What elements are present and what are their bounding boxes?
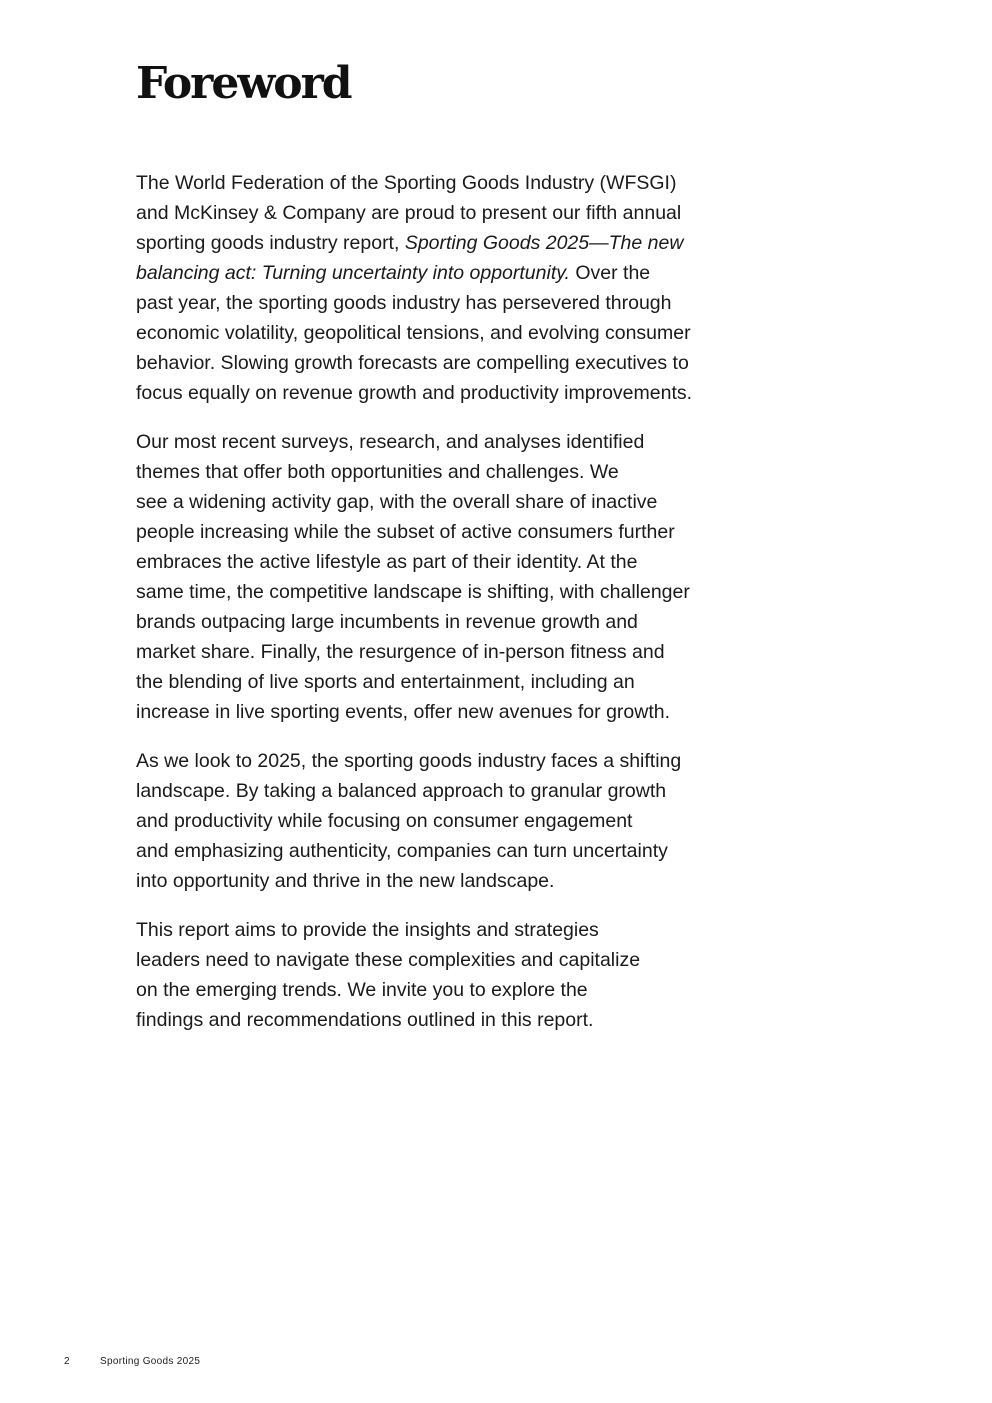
text-segment: Over the [569,262,651,284]
text-line: see a widening activity gap, with the overall share of inactive [136,491,658,513]
paragraph [136,427,776,727]
paragraph [136,915,776,1035]
text-line: market share. Finally, the resurgence of in-person fitness and [136,641,665,663]
page-number: 2 [64,1356,70,1367]
text-line: leaders need to navigate these complexities and capitalize [136,949,641,971]
text-line: into opportunity and thrive in the new landscape. [136,870,555,892]
text-line: and emphasizing authenticity, companies can turn uncertainty [136,840,668,862]
text-line: people increasing while the subset of active consumers further [136,521,675,543]
text-line: economic volatility, geopolitical tensions, and evolving consumer [136,322,691,344]
page-title: Foreword [136,58,351,109]
text-line: and productivity while focusing on consumer engagement [136,810,633,832]
text-line: on the emerging trends. We invite you to explore the [136,979,588,1001]
text-line: findings and recommendations outlined in this report. [136,1009,594,1031]
text-line: brands outpacing large incumbents in revenue growth and [136,611,638,633]
text-line [136,228,776,258]
report-name: Sporting Goods 2025 [100,1356,201,1367]
text-line: focus equally on revenue growth and productivity improvements. [136,382,693,404]
paragraph [136,746,776,896]
text-line: increase in live sporting events, offer new avenues for growth. [136,701,671,723]
report-title-italic: Sporting Goods 2025—The new [404,232,684,254]
text-line: and McKinsey & Company are proud to present our fifth annual [136,202,682,224]
text-line [136,258,776,288]
report-title-italic: balancing act: Turning uncertainty into opportunity. [136,262,570,284]
text-line: the blending of live sports and entertainment, including an [136,671,635,693]
text-line: Our most recent surveys, research, and analyses identified [136,431,645,453]
text-line: same time, the competitive landscape is shifting, with challenger [136,581,690,603]
text-line: The World Federation of the Sporting Goods Industry (WFSGI) [136,172,677,194]
text-line: themes that offer both opportunities and challenges. We [136,461,619,483]
text-line: past year, the sporting goods industry has persevered through [136,292,672,314]
foreword-body [136,168,776,1054]
text-segment: sporting goods industry report, [136,232,405,254]
text-line: This report aims to provide the insights and strategies [136,919,599,941]
text-line: behavior. Slowing growth forecasts are compelling executives to [136,352,689,374]
text-line: embraces the active lifestyle as part of their identity. At the [136,551,638,573]
text-line: landscape. By taking a balanced approach to granular growth [136,780,667,802]
paragraph [136,168,776,408]
text-line: As we look to 2025, the sporting goods industry faces a shifting [136,750,682,772]
